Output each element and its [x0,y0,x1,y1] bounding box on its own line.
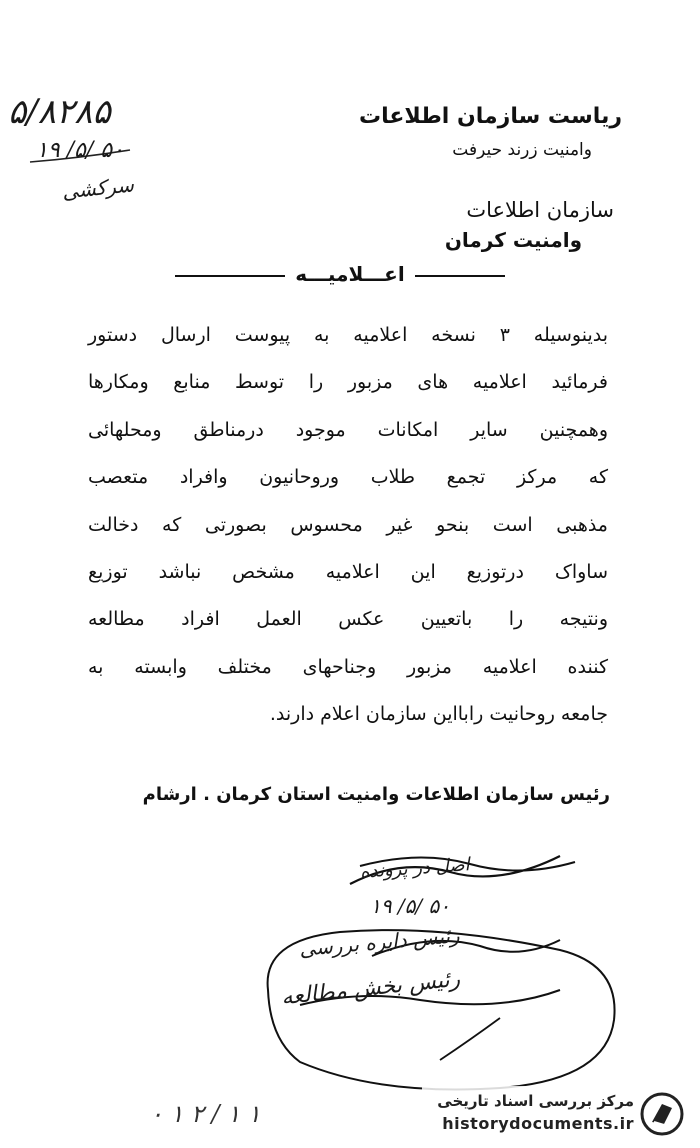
body-line-6: ساواک درتوزیع این اعلامیه مشخص نباشد توزیع [88,560,608,583]
registration-number: ۵/۸۲۸۵ [8,92,111,132]
watermark-url: historydocuments.ir [442,1114,634,1133]
body-line-3: وهمچنین سایر امکانات موجود درمناطق ومحلهائی [88,418,608,441]
closing-signature-line: رئیس سازمان اطلاعات وامنیت استان کرمان . ارشام [142,784,610,805]
sender-line-1: سازمان اطلاعات [466,198,614,222]
body-text [88,316,608,743]
addressee-line-1: ریاست سازمان اطلاعات [358,104,622,129]
watermark [422,1086,692,1142]
addressee-line-2: وامنیت زرند حیرفت [452,140,592,160]
registration-date: ۱۹ /۵/ ۵۰ [36,138,124,163]
signature-slash [440,1018,500,1060]
body-line-5: مذهبی است بنحو غیر محسوس بصورتی که دخالت [88,513,608,536]
body-line-1: بدینوسیله ۳ نسخه اعلامیه به پیوست ارسال دستور [88,324,608,346]
watermark-title: مرکز بررسی اسناد تاریخی [437,1092,634,1110]
bottom-handwritten-numbers: ۰ ۱ ۲ / ۱ ۱ [150,1100,261,1128]
body-line-8: کننده اعلامیه مزبور وجناحهای مختلف وابسته به [88,655,608,678]
body-line-4: که مرکز تجمع طلاب وروحانیون وافراد متعصب [88,466,608,489]
annotation-line-1: اصل در پرونده [359,854,471,883]
body-line-2: فرمائید اعلامیه های مزبور را توسط منابع ومکارها [88,371,608,394]
body-line-7: ونتیجه را باتعیین عکس العمل افراد مطالعه [88,608,608,631]
annotation-line-2: رئیس دایره بررسی [298,923,461,961]
document-title-text: اعـــلامیـــه [285,262,414,286]
body-line-9: جامعه روحانیت رابااین سازمان اعلام دارند. [269,703,608,726]
book-logo-icon [640,1092,684,1136]
document-title [160,262,540,286]
annotation-line-3: رئیس بخش مطالعه [279,966,461,1011]
annotation-date: ۱۹ /۵/ ۵۰ [370,894,450,918]
sender-line-2: وامنیت کرمان [444,228,582,252]
registration-note: سرکشی [60,172,135,204]
